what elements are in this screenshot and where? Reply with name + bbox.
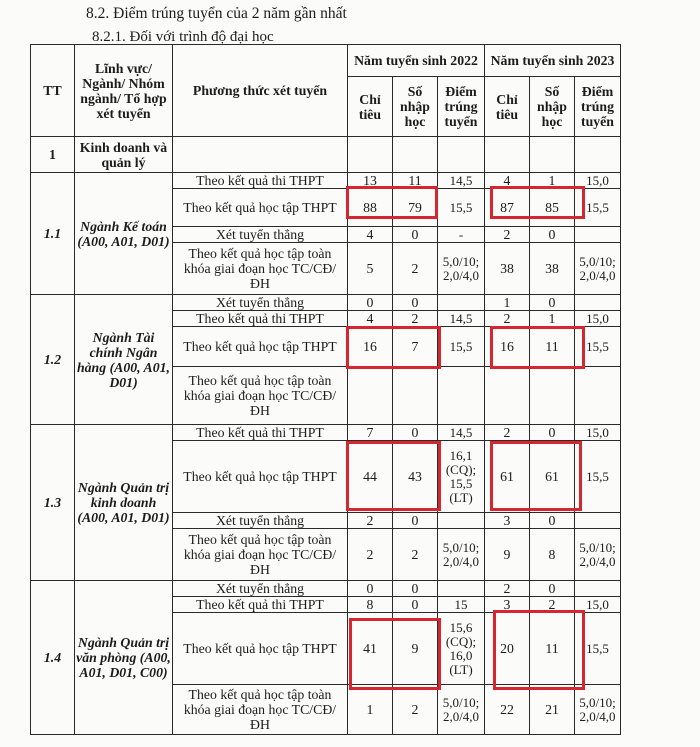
cell-e22: 43 bbox=[393, 441, 438, 513]
cell-q23: 3 bbox=[485, 597, 530, 613]
cell-s22: 5,0/10; 2,0/4,0 bbox=[438, 529, 485, 581]
cell-e22 bbox=[393, 367, 438, 425]
cell-e23: 1 bbox=[530, 173, 575, 189]
admission-method: Theo kết quả học tập THPT bbox=[173, 613, 348, 685]
admission-method: Theo kết quả thi THPT bbox=[173, 173, 348, 189]
cell-q23: 20 bbox=[485, 613, 530, 685]
admission-score-table bbox=[30, 44, 621, 735]
cell-q23: 61 bbox=[485, 441, 530, 513]
cell-s23 bbox=[575, 367, 621, 425]
cell-e23: 11 bbox=[530, 613, 575, 685]
cell-e22: 2 bbox=[393, 529, 438, 581]
table-row bbox=[31, 581, 621, 597]
cell-e23: 21 bbox=[530, 685, 575, 735]
cell-s22: 5,0/10; 2,0/4,0 bbox=[438, 243, 485, 295]
cell-s22 bbox=[438, 513, 485, 529]
cell-q22: 5 bbox=[348, 243, 393, 295]
cell-e23: 2 bbox=[530, 597, 575, 613]
cell-s22 bbox=[438, 295, 485, 311]
group-tt: 1 bbox=[31, 137, 75, 173]
cell-s22: 14,5 bbox=[438, 425, 485, 441]
cell-s22: - bbox=[438, 227, 485, 243]
cell-q23: 1 bbox=[485, 295, 530, 311]
cell-e22: 9 bbox=[393, 613, 438, 685]
table-row bbox=[31, 295, 621, 311]
header-quota-2023: Chỉ tiêu bbox=[485, 77, 530, 137]
cell-q22: 2 bbox=[348, 529, 393, 581]
major-tt: 1.4 bbox=[31, 581, 75, 735]
cell-e23: 0 bbox=[530, 227, 575, 243]
cell-s22: 15,5 bbox=[438, 189, 485, 227]
header-enrolled-2022: Số nhập học bbox=[393, 77, 438, 137]
cell-e23: 85 bbox=[530, 189, 575, 227]
cell-s23 bbox=[575, 295, 621, 311]
major-name: Ngành Quản trị văn phòng (A00, A01, D01, C00) bbox=[75, 581, 173, 735]
admission-method: Xét tuyển thẳng bbox=[173, 581, 348, 597]
cell-s23: 15,5 bbox=[575, 441, 621, 513]
cell-s23: 5,0/10; 2,0/4,0 bbox=[575, 685, 621, 735]
header-enrolled-2023: Số nhập học bbox=[530, 77, 575, 137]
header-tt: TT bbox=[31, 45, 75, 137]
header-score-2022: Điểm trúng tuyển bbox=[438, 77, 485, 137]
admission-method: Theo kết quả học tập THPT bbox=[173, 327, 348, 367]
cell-s22: 16,1 (CQ); 15,5 (LT) bbox=[438, 441, 485, 513]
cell-q22 bbox=[348, 367, 393, 425]
cell-q23: 87 bbox=[485, 189, 530, 227]
header-quota-2022: Chỉ tiêu bbox=[348, 77, 393, 137]
cell-e23: 61 bbox=[530, 441, 575, 513]
cell-e22: 0 bbox=[393, 227, 438, 243]
cell-s23 bbox=[575, 513, 621, 529]
admission-method: Xét tuyển thẳng bbox=[173, 227, 348, 243]
cell-q22: 8 bbox=[348, 597, 393, 613]
cell-q22: 44 bbox=[348, 441, 393, 513]
cell-q22: 0 bbox=[348, 581, 393, 597]
cell-s23: 15,0 bbox=[575, 597, 621, 613]
cell-q23: 9 bbox=[485, 529, 530, 581]
cell-q23: 38 bbox=[485, 243, 530, 295]
cell-e23: 8 bbox=[530, 529, 575, 581]
cell-s23: 5,0/10; 2,0/4,0 bbox=[575, 243, 621, 295]
cell-e23: 0 bbox=[530, 425, 575, 441]
cell-s23: 15,5 bbox=[575, 327, 621, 367]
header-year-2022: Năm tuyển sinh 2022 bbox=[348, 45, 485, 77]
admission-method: Theo kết quả học tập THPT bbox=[173, 441, 348, 513]
cell-q22: 16 bbox=[348, 327, 393, 367]
cell-s23: 15,0 bbox=[575, 173, 621, 189]
cell-e22: 7 bbox=[393, 327, 438, 367]
cell-e23: 0 bbox=[530, 581, 575, 597]
cell-s22 bbox=[438, 581, 485, 597]
cell-s22: 15,6 (CQ); 16,0 (LT) bbox=[438, 613, 485, 685]
cell-s22: 5,0/10; 2,0/4,0 bbox=[438, 685, 485, 735]
cell-q22: 0 bbox=[348, 295, 393, 311]
cell-s23: 15,5 bbox=[575, 189, 621, 227]
cell-s22: 15 bbox=[438, 597, 485, 613]
header-year-2023: Năm tuyển sinh 2023 bbox=[485, 45, 621, 77]
table-row bbox=[31, 425, 621, 441]
cell-q23: 2 bbox=[485, 581, 530, 597]
header-method: Phương thức xét tuyển bbox=[173, 45, 348, 137]
cell-e22: 0 bbox=[393, 295, 438, 311]
major-tt: 1.1 bbox=[31, 173, 75, 295]
cell-s23 bbox=[575, 581, 621, 597]
major-tt: 1.2 bbox=[31, 295, 75, 425]
cell-e22: 0 bbox=[393, 581, 438, 597]
cell-q22: 7 bbox=[348, 425, 393, 441]
cell-q22: 2 bbox=[348, 513, 393, 529]
cell-s22: 15,5 bbox=[438, 327, 485, 367]
admission-method: Xét tuyển thẳng bbox=[173, 295, 348, 311]
cell-s23: 15,0 bbox=[575, 425, 621, 441]
table-row bbox=[31, 173, 621, 189]
cell-q23: 16 bbox=[485, 327, 530, 367]
cell-e22: 11 bbox=[393, 173, 438, 189]
cell-q23: 3 bbox=[485, 513, 530, 529]
major-name: Ngành Kế toán (A00, A01, D01) bbox=[75, 173, 173, 295]
header-field: Lĩnh vực/ Ngành/ Nhóm ngành/ Tổ hợp xét tuyển bbox=[75, 45, 173, 137]
admission-method: Theo kết quả thi THPT bbox=[173, 425, 348, 441]
admission-method: Theo kết quả học tập toàn khóa giai đoạn học TC/CĐ/ĐH bbox=[173, 685, 348, 735]
cell-q23: 4 bbox=[485, 173, 530, 189]
cell-s23: 15,5 bbox=[575, 613, 621, 685]
cell-q23: 2 bbox=[485, 311, 530, 327]
cell-q22: 4 bbox=[348, 311, 393, 327]
cell-q23: 2 bbox=[485, 425, 530, 441]
cell-q22: 1 bbox=[348, 685, 393, 735]
cell-s23: 15,0 bbox=[575, 311, 621, 327]
cell-s22 bbox=[438, 367, 485, 425]
cell-s23: 5,0/10; 2,0/4,0 bbox=[575, 529, 621, 581]
admission-method: Theo kết quả học tập THPT bbox=[173, 189, 348, 227]
cell-q23 bbox=[485, 367, 530, 425]
group-name: Kinh doanh và quản lý bbox=[75, 137, 173, 173]
cell-e22: 2 bbox=[393, 685, 438, 735]
cell-q23: 22 bbox=[485, 685, 530, 735]
cell-e22: 2 bbox=[393, 243, 438, 295]
header-score-2023: Điểm trúng tuyển bbox=[575, 77, 621, 137]
cell-q22: 13 bbox=[348, 173, 393, 189]
cell-q22: 88 bbox=[348, 189, 393, 227]
cell-e22: 0 bbox=[393, 597, 438, 613]
cell-e23: 0 bbox=[530, 295, 575, 311]
group-row bbox=[31, 137, 621, 173]
admission-method: Theo kết quả học tập toàn khóa giai đoạn học TC/CĐ/ĐH bbox=[173, 243, 348, 295]
subsection-heading: 8.2.1. Đối với trình độ đại học bbox=[92, 29, 274, 45]
admission-method: Xét tuyển thẳng bbox=[173, 513, 348, 529]
cell-q22: 41 bbox=[348, 613, 393, 685]
cell-q22: 4 bbox=[348, 227, 393, 243]
major-tt: 1.3 bbox=[31, 425, 75, 581]
cell-e22: 0 bbox=[393, 513, 438, 529]
cell-e22: 2 bbox=[393, 311, 438, 327]
cell-e23 bbox=[530, 367, 575, 425]
cell-e23: 11 bbox=[530, 327, 575, 367]
admission-method: Theo kết quả thi THPT bbox=[173, 597, 348, 613]
cell-e22: 79 bbox=[393, 189, 438, 227]
cell-e23: 0 bbox=[530, 513, 575, 529]
admission-method: Theo kết quả học tập toàn khóa giai đoạn học TC/CĐ/ĐH bbox=[173, 529, 348, 581]
major-name: Ngành Quản trị kinh doanh (A00, A01, D01) bbox=[75, 425, 173, 581]
admission-method: Theo kết quả học tập toàn khóa giai đoạn học TC/CĐ/ĐH bbox=[173, 367, 348, 425]
cell-e23: 1 bbox=[530, 311, 575, 327]
cell-e22: 0 bbox=[393, 425, 438, 441]
cell-q23: 2 bbox=[485, 227, 530, 243]
cell-s22: 14,5 bbox=[438, 173, 485, 189]
section-heading: 8.2. Điểm trúng tuyển của 2 năm gần nhất bbox=[86, 5, 347, 22]
admission-method: Theo kết quả thi THPT bbox=[173, 311, 348, 327]
cell-s23 bbox=[575, 227, 621, 243]
cell-e23: 38 bbox=[530, 243, 575, 295]
major-name: Ngành Tài chính Ngân hàng (A00, A01, D01) bbox=[75, 295, 173, 425]
cell-s22: 14,5 bbox=[438, 311, 485, 327]
